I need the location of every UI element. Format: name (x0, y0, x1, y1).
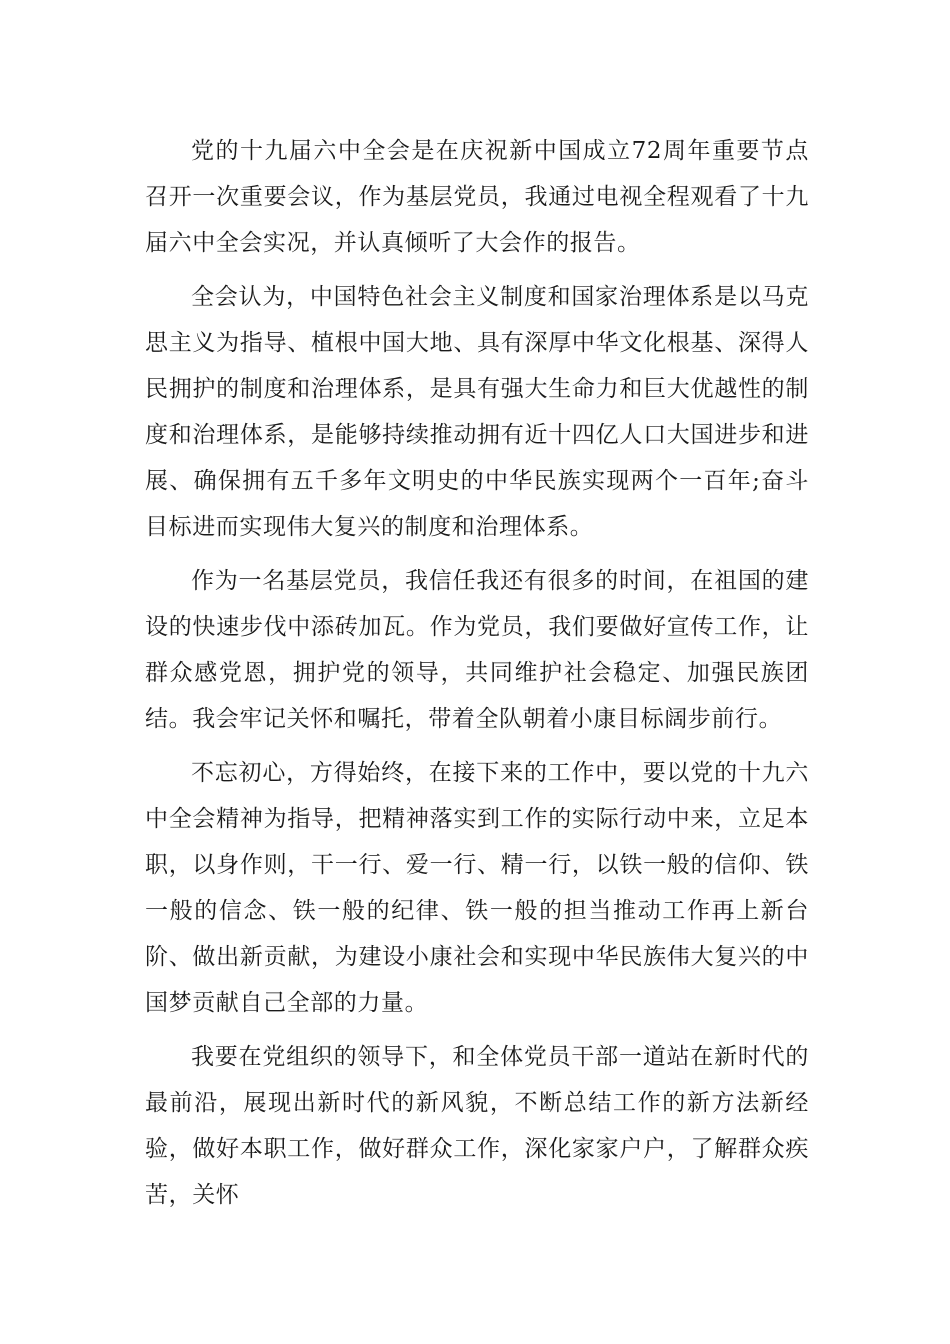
document-body (145, 128, 809, 1226)
paragraph: 不忘初心，方得始终，在接下来的工作中，要以党的十九六中全会精神为指导，把精神落实到工作的实际行动中来，立足本职，以身作则，干一行、爱一行、精一行，以铁一般的信仰、铁一般的信念、铁一般的纪律、铁一般的担当推动工作再上新台阶、做出新贡献，为建设小康社会和实现中华民族伟大复兴的中国梦贡献自己全部的力量。 (145, 760, 809, 1016)
paragraph: 全会认为，中国特色社会主义制度和国家治理体系是以马克思主义为指导、植根中国大地、具有深厚中华文化根基、深得人民拥护的制度和治理体系，是具有强大生命力和巨大优越性的制度和治理体系，是能够持续推动拥有近十四亿人口大国进步和进展、确保拥有五千多年文明史的中华民族实现两个一百年;奋斗目标进而实现伟大复兴的制度和治理体系。 (145, 284, 809, 540)
paragraph: 党的十九届六中全会是在庆祝新中国成立72周年重要节点召开一次重要会议，作为基层党员，我通过电视全程观看了十九届六中全会实况，并认真倾听了大会作的报告。 (145, 138, 809, 256)
paragraph: 我要在党组织的领导下，和全体党员干部一道站在新时代的最前沿，展现出新时代的新风貌，不断总结工作的新方法新经验，做好本职工作，做好群众工作，深化家家户户，了解群众疾苦，关怀 (145, 1044, 809, 1208)
paragraph: 作为一名基层党员，我信任我还有很多的时间，在祖国的建设的快速步伐中添砖加瓦。作为党员，我们要做好宣传工作，让群众感党恩，拥护党的领导，共同维护社会稳定、加强民族团结。我会牢记关怀和嘱托，带着全队朝着小康目标阔步前行。 (145, 568, 809, 732)
